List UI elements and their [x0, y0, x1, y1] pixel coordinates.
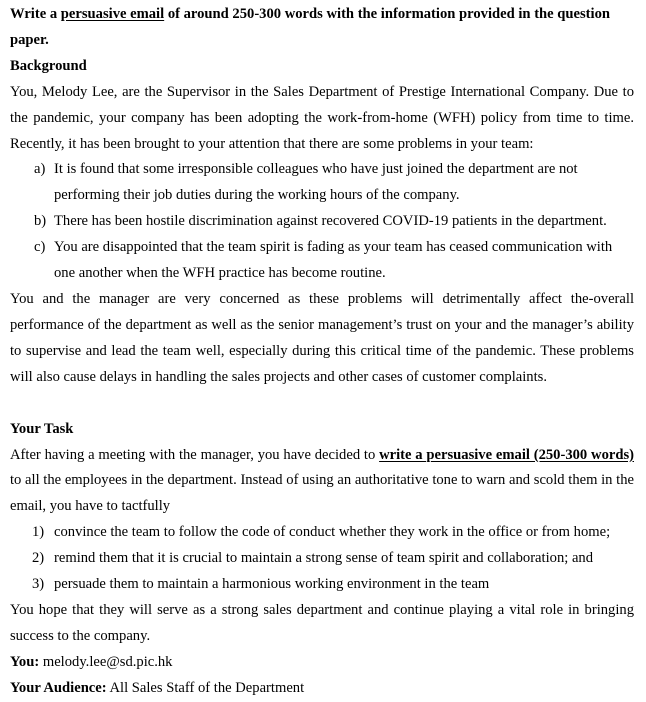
- problem-list: [10, 157, 634, 287]
- task-post: to all the employees in the department. Instead of using an authoritative tone to warn and scold them in the email, you have to tactfully: [10, 472, 634, 515]
- problem-text: You are disappointed that the team spirit is fading as your team has ceased communication with one another when the WFH practice has become routine.: [54, 239, 613, 282]
- problem-item: [10, 235, 634, 287]
- task-paragraph: [10, 443, 634, 521]
- task-item: [10, 572, 634, 598]
- task-list: [10, 520, 634, 598]
- concern-paragraph: You and the manager are very concerned as these problems will detrimentally affect the-overall performance of the department as well as the senior management’s trust on your and the manager’s ability to supervise and lead the team well, especially during this critical time of the pandemic. These problems will also cause delays in handling the sales projects and other cases of customer complaints.: [10, 290, 634, 385]
- problem-marker: c): [34, 239, 46, 256]
- sender-email: melody.lee@sd.pic.hk: [39, 653, 173, 670]
- task-heading: Your Task: [10, 420, 74, 437]
- problem-text: It is found that some irresponsible colleagues who have just joined the department are not performing their job duties during the working hours of the company.: [54, 161, 578, 204]
- background-paragraph: You, Melody Lee, are the Supervisor in the Sales Department of Prestige International Company. Due to the pandemic, your company has been adopting the work-from-home (WFH) policy from time to time. Recently, it has been brought to your attention that there are some problems in your team:: [10, 83, 634, 152]
- task-item: [10, 546, 634, 572]
- task-marker: 3): [32, 576, 45, 593]
- task-pre: After having a meeting with the manager, you have decided to: [10, 446, 380, 463]
- instruction-post: of around 250-300 words with the information provided in the question paper.: [10, 6, 611, 48]
- task-text: remind them that it is crucial to maintain a strong sense of team spirit and collaboration; and: [54, 550, 594, 567]
- task-text: convince the team to follow the code of conduct whether they work in the office or from home;: [54, 524, 611, 541]
- instruction-line: [10, 2, 634, 54]
- instruction-pre: Write a: [10, 6, 61, 22]
- task-emphasis: write a persuasive email (250-300 words): [379, 446, 634, 463]
- task-item: [10, 520, 634, 546]
- sender-line: [10, 650, 634, 676]
- problem-text: There has been hostile discrimination against recovered COVID-19 patients in the department.: [54, 213, 607, 230]
- problem-marker: a): [34, 161, 46, 178]
- closing-paragraph: You hope that they will serve as a strong sales department and continue playing a vital role in bringing success to the company.: [10, 601, 634, 644]
- task-marker: 2): [32, 550, 45, 567]
- persuasive-email-emphasis: persuasive email: [60, 6, 165, 22]
- audience-line: [10, 676, 634, 702]
- background-heading: Background: [10, 57, 87, 74]
- section-spacer: [10, 391, 634, 417]
- task-text: persuade them to maintain a harmonious working environment in the team: [54, 576, 490, 593]
- problem-item: [10, 209, 634, 235]
- audience-label: Your Audience:: [10, 679, 107, 696]
- sender-label: You:: [10, 653, 40, 670]
- audience-value: All Sales Staff of the Department: [106, 679, 305, 696]
- task-marker: 1): [32, 524, 45, 541]
- problem-marker: b): [34, 213, 47, 230]
- problem-item: [10, 157, 634, 209]
